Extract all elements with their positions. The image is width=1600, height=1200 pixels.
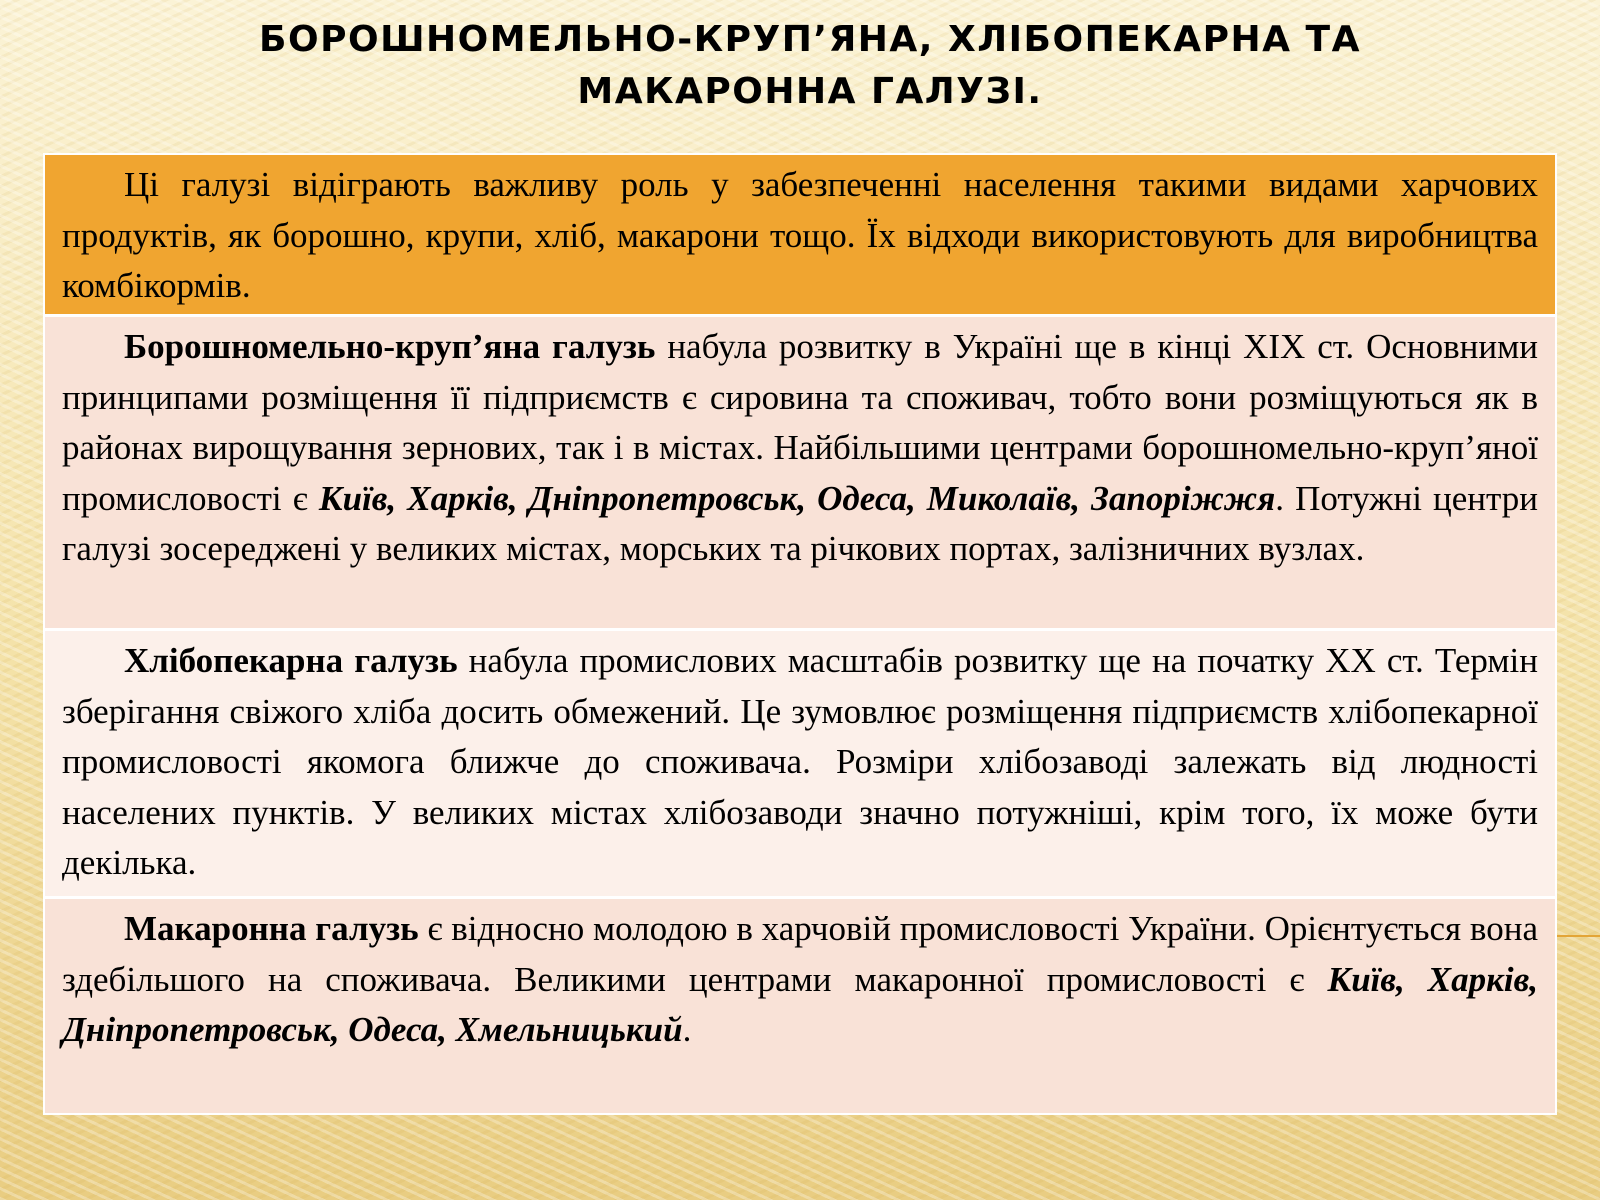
flour-industry-text: набула розвитку в Україні ще в кінці XIX ст. Основними принципами розміщення її підприємств є сировина та споживач, тобто вони розміщуються як в районах вирощування зернових, так і в містах. Найбільшими центрами борошномельно-круп’яної промисловості є bbox=[62, 327, 1538, 518]
pasta-industry-text: є відносно молодою в харчовій промисловості України. Орієнтується вона здебільшого на споживача. Великими центрами макаронної промисловості є bbox=[62, 909, 1538, 999]
slide-title-line2: МАКАРОННА ГАЛУЗІ. bbox=[577, 71, 1043, 112]
flour-industry-heading: Борошномельно-круп’яна галузь bbox=[124, 327, 656, 366]
pasta-industry-heading: Макаронна галузь bbox=[124, 909, 419, 948]
bakery-industry-text: набула промислових масштабів розвитку ще на початку XX ст. Термін зберігання свіжого хліба досить обмежений. Це зумовлює розміщення підприємств хлібопекарної промисловості якомога ближче до споживача. Розміри хлібозаводі залежать від людності населених пунктів. У великих містах хлібозаводи значно потужніші, крім того, їх може бути декілька. bbox=[62, 641, 1538, 882]
pasta-industry-cities: Київ, Харків, Дніпропетровськ, Одеса, Хмельницький bbox=[62, 959, 1538, 1049]
flour-industry-cell bbox=[45, 317, 1555, 631]
pasta-industry-paragraph bbox=[62, 904, 1538, 1056]
flour-industry-text-end: . Потужні центри галузі зосереджені у великих містах, морських та річкових портах, залізничних вузлах. bbox=[62, 478, 1538, 568]
slide-title bbox=[140, 14, 1480, 118]
pasta-industry-text-end: . bbox=[682, 1010, 692, 1049]
intro-cell bbox=[45, 155, 1555, 317]
flour-industry-cities: Київ, Харків, Дніпропетровськ, Одеса, Миколаїв, Запоріжжя bbox=[318, 478, 1276, 518]
flour-industry-paragraph bbox=[62, 322, 1538, 575]
slide-title-line1: БОРОШНОМЕЛЬНО-КРУП’ЯНА, ХЛІБОПЕКАРНА ТА bbox=[259, 19, 1361, 60]
content-table bbox=[43, 153, 1557, 1115]
pasta-industry-cell bbox=[45, 899, 1555, 1113]
bakery-industry-cell bbox=[45, 631, 1555, 899]
bakery-industry-heading: Хлібопекарна галузь bbox=[124, 641, 458, 680]
intro-text: Ці галузі відіграють важливу роль у забезпеченні населення такими видами харчових продуктів, як борошно, крупи, хліб, макарони тощо. Їх відходи використовують для виробництва комбікормів. bbox=[62, 165, 1538, 305]
bakery-industry-paragraph bbox=[62, 636, 1538, 889]
accent-line bbox=[1556, 935, 1600, 937]
